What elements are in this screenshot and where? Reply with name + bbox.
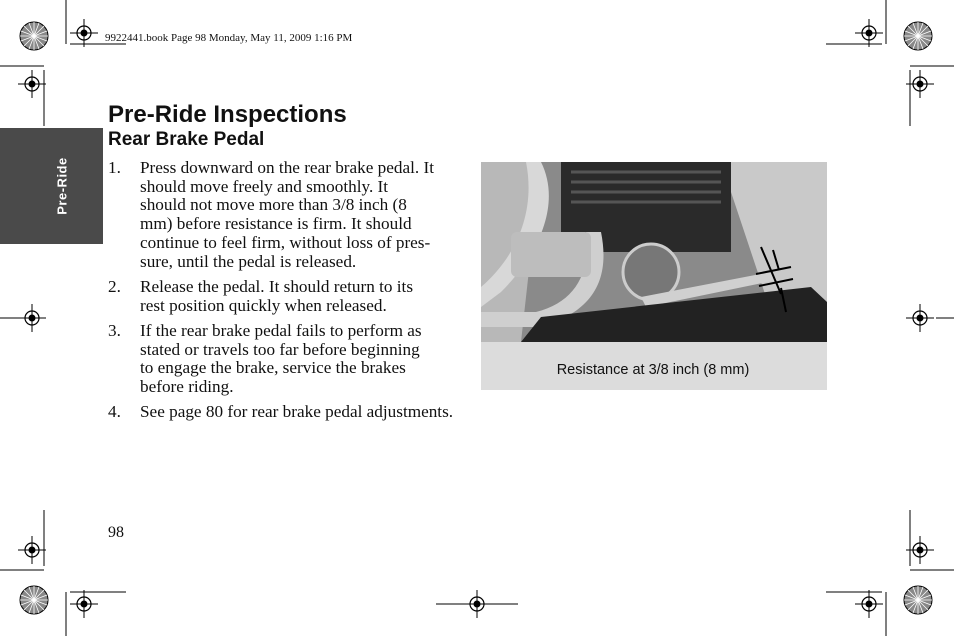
- section-subtitle: Rear Brake Pedal: [108, 129, 265, 150]
- step-text: If the rear brake pedal fails to perform as stated or travels too far before beginning to engage the brake, service the brakes before riding.: [140, 321, 422, 397]
- step-text: Release the pedal. It should return to its rest position quickly when released.: [140, 277, 414, 315]
- page-title: Pre-Ride Inspections: [108, 101, 347, 128]
- figure-caption: Resistance at 3/8 inch (8 mm): [556, 362, 750, 378]
- step-number: 2.: [108, 277, 121, 296]
- star-target-icon: [20, 22, 48, 50]
- step-number: 3.: [108, 321, 121, 340]
- motorcycle-photo: [481, 162, 827, 342]
- step-text: See page 80 for rear brake pedal adjustments.: [140, 402, 454, 421]
- step-number: 4.: [108, 402, 121, 421]
- page-number: 98: [108, 524, 124, 541]
- chapter-tab: [0, 128, 103, 244]
- chapter-tab-label: Pre-Ride: [54, 157, 70, 215]
- step-text: Press downward on the rear brake pedal. It should move freely and smoothly. It should not move more than 3/8 inch (8 mm) before resistance is firm. It should continue to feel firm, without loss of pres- sure, until the pedal is released.: [140, 158, 434, 271]
- star-target-icon: [20, 586, 48, 614]
- brake-pedal-figure: [481, 162, 827, 390]
- star-target-icon: [904, 22, 932, 50]
- step-number: 1.: [108, 158, 121, 177]
- star-target-icon: [904, 586, 932, 614]
- book-file-header: 9922441.book Page 98 Monday, May 11, 2009 1:16 PM: [105, 32, 353, 44]
